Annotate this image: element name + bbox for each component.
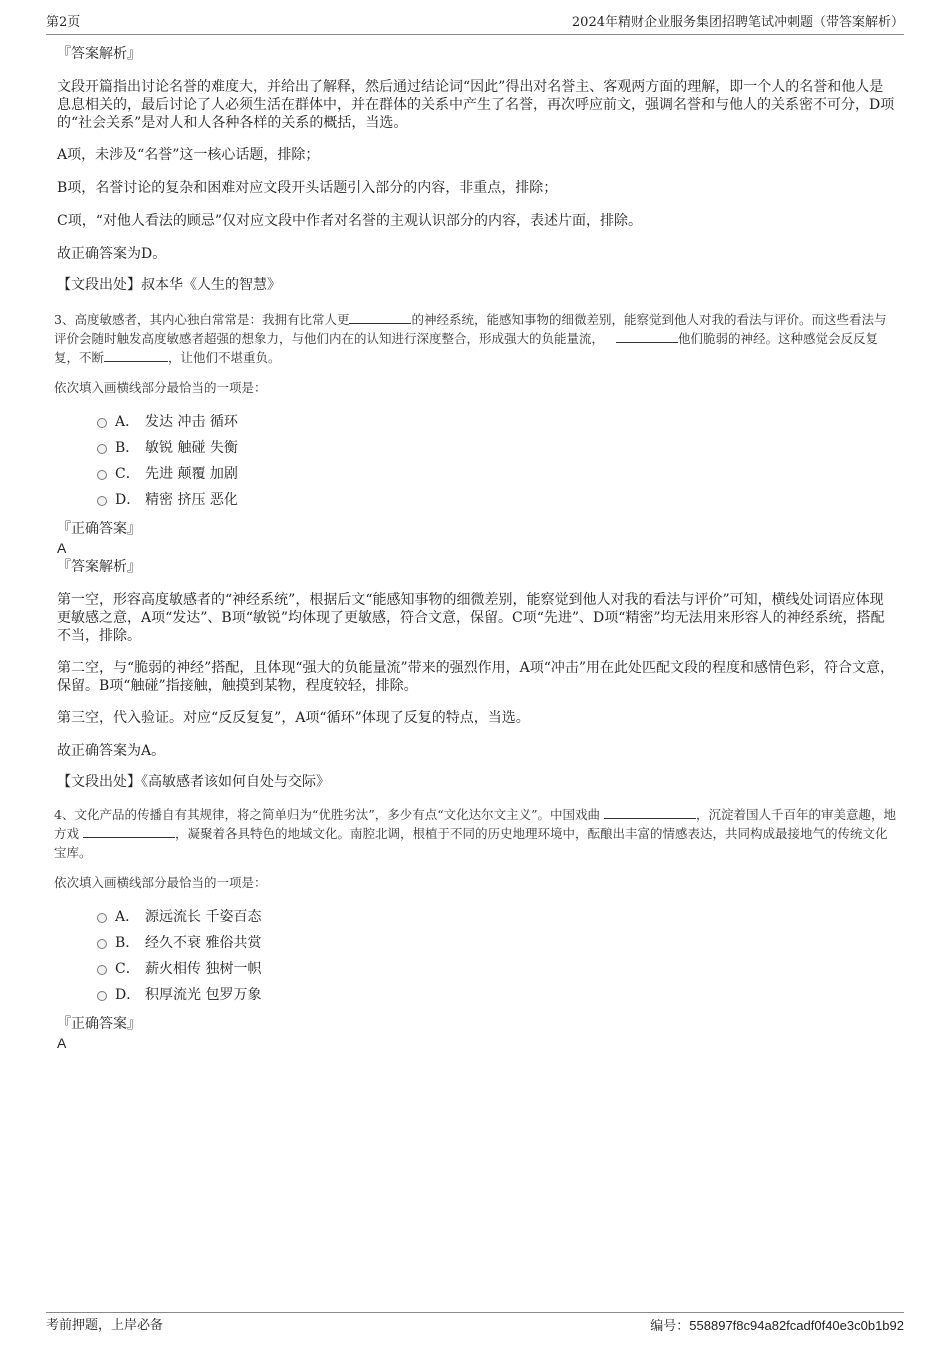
fill-blank: [104, 349, 168, 362]
question-3-prompt: 依次填入画横线部分最恰当的一项是：: [54, 380, 267, 395]
source-citation: 【文段出处】《高敏感者该如何自处与交际》: [57, 774, 330, 790]
analysis-paragraph: A项，未涉及“名誉”这一核心话题，排除；: [57, 147, 320, 163]
source-citation: 【文段出处】叔本华《人生的智慧》: [57, 277, 281, 293]
option-b[interactable]: B． 敏锐 触碰 失衡: [57, 435, 897, 461]
radio-button-icon[interactable]: [97, 939, 107, 949]
analysis-label: 『答案解析』: [57, 46, 141, 62]
analysis-conclusion: 故正确答案为A。: [57, 743, 166, 759]
page-header: [46, 14, 904, 35]
question-4-prompt: 依次填入画横线部分最恰当的一项是：: [54, 875, 267, 890]
question-4-options: [57, 904, 897, 1008]
option-c[interactable]: C． 薪火相传 独树一帜: [57, 956, 897, 982]
option-a[interactable]: A． 发达 冲击 循环: [57, 409, 897, 435]
radio-button-icon[interactable]: [97, 418, 107, 428]
question-3-options: [57, 409, 897, 513]
document-title: 2024年精财企业服务集团招聘笔试冲刺题（带答案解析）: [571, 15, 904, 30]
radio-button-icon[interactable]: [97, 965, 107, 975]
correct-answer-label: 『正确答案』: [57, 1016, 141, 1032]
analysis-label: 『答案解析』: [57, 559, 141, 575]
main-content: [54, 44, 897, 1052]
analysis-paragraph: 文段开篇指出讨论名誉的难度大，并给出了解释，然后通过结论词“因此”得出对名誉主、客观两方面的理解，即一个人的名誉和他人是息息相关的，最后讨论了人必须生活在群体中，并在群体的关系中产生了名誉，再次呼应前文，强调名誉和与他人的关系密不可分，D项的“社会关系”是对人和人各种各样的关系的概括，当选。: [57, 79, 895, 131]
question-3-stem: 3、高度敏感者，其内心独白常常是：我拥有比常人更 的神经系统，能感知事物的细微差别，能察觉到他人对我的看法与评价。而这些看法与评价会随时触发高度敏感者超强的想象力，与他们内在的认知进行深度整合，形成强大的负能量流， 他们脆弱的神经。这种感觉会反反复复，不断 ，让他们不堪重负。: [54, 312, 887, 365]
fill-blank: [616, 330, 678, 343]
page-footer: [46, 1312, 904, 1337]
option-a[interactable]: A． 源远流长 千姿百态: [57, 904, 897, 930]
footer-slogan: 考前押题，上岸必备: [46, 1318, 164, 1333]
document-id: 编号：558897f8c94a82fcadf0f40e3c0b1b92: [650, 1318, 904, 1333]
fill-blank: [83, 825, 175, 838]
fill-blank: [604, 806, 696, 819]
correct-answer: A: [57, 1035, 67, 1051]
correct-answer-label: 『正确答案』: [57, 521, 141, 537]
analysis-paragraph: C项，“对他人看法的顾忌”仅对应文段中作者对名誉的主观认识部分的内容，表述片面，排除。: [57, 213, 643, 229]
radio-button-icon[interactable]: [97, 991, 107, 1001]
option-b[interactable]: B． 经久不衰 雅俗共赏: [57, 930, 897, 956]
correct-answer: A: [57, 540, 67, 556]
option-d[interactable]: D． 积厚流光 包罗万象: [57, 982, 897, 1008]
radio-button-icon[interactable]: [97, 913, 107, 923]
analysis-paragraph: 第三空，代入验证。对应“反反复复”，A项“循环”体现了反复的特点，当选。: [57, 710, 530, 726]
radio-button-icon[interactable]: [97, 444, 107, 454]
option-d[interactable]: D． 精密 挤压 恶化: [57, 487, 897, 513]
option-c[interactable]: C． 先进 颠覆 加剧: [57, 461, 897, 487]
analysis-paragraph: B项，名誉讨论的复杂和困难对应文段开头话题引入部分的内容，非重点，排除；: [57, 180, 558, 196]
analysis-paragraph: 第二空，与“脆弱的神经”搭配，且体现“强大的负能量流”带来的强烈作用，A项“冲击”用在此处匹配文段的程度和感情色彩，符合文意，保留。B项“触碰”指接触，触摸到某物，程度较轻，排除。: [57, 660, 895, 694]
fill-blank: [349, 311, 411, 324]
radio-button-icon[interactable]: [97, 496, 107, 506]
analysis-paragraph: 第一空，形容高度敏感者的“神经系统”，根据后文“能感知事物的细微差别，能察觉到他人对我的看法与评价”可知，横线处词语应体现更敏感之意，A项“发达”、B项“敏锐”均体现了更敏感，符合文意，保留。C项“先进”、D项“精密”均无法用来形容人的神经系统，搭配不当，排除。: [57, 592, 885, 644]
analysis-conclusion: 故正确答案为D。: [57, 246, 167, 262]
question-4-stem: 4、文化产品的传播自有其规律，将之简单归为“优胜劣汰”，多少有点“文化达尔文主义”。中国戏曲 ，沉淀着国人千百年的审美意趣，地方戏 ，凝聚着各具特色的地域文化。南腔北调，根植于不同的历史地理环境中，酝酿出丰富的情感表达，共同构成最接地气的传统文化宝库。: [54, 807, 897, 860]
radio-button-icon[interactable]: [97, 470, 107, 480]
page-number: 第2页: [46, 15, 81, 30]
